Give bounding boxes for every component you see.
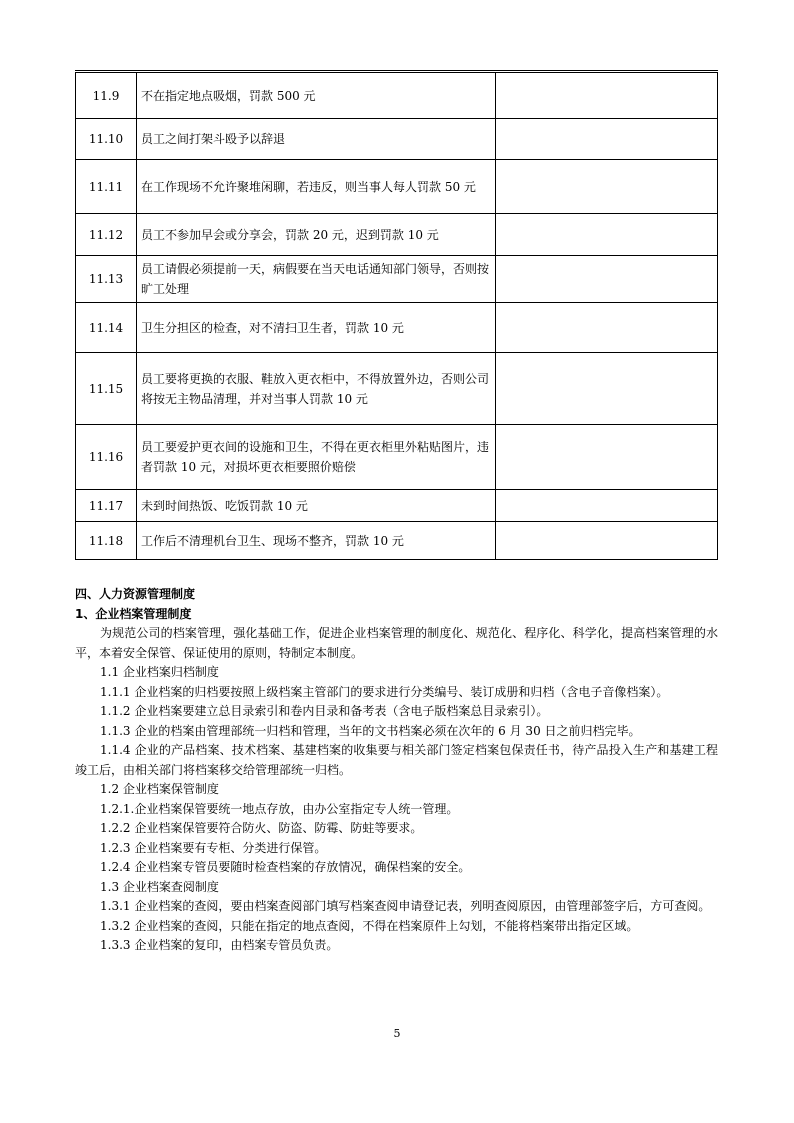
- rule-note: [496, 303, 718, 353]
- clause-paragraph: 1.1.4 企业的产品档案、技术档案、基建档案的收集要与相关部门签定档案包保责任书，待产品投入生产和基建工程竣工后，由相关部门将档案移交给管理部统一归档。: [75, 743, 718, 777]
- page-number: 5: [393, 1027, 401, 1040]
- rule-number: 11.12: [76, 214, 137, 256]
- rule-number: 11.10: [76, 119, 137, 160]
- rule-text: 在工作现场不允许聚堆闲聊，若违反，则当事人每人罚款 50 元: [137, 160, 496, 214]
- rule-note: [496, 256, 718, 303]
- clause-paragraph: 1.1.3 企业的档案由管理部统一归档和管理，当年的文书档案必须在次年的 6 月 30 日之前归档完毕。: [100, 723, 641, 738]
- table-row: [76, 353, 718, 425]
- clause-paragraph: 1.1.1 企业档案的归档要按照上级档案主管部门的要求进行分类编号、装订成册和归档（含电子音像档案）。: [100, 684, 669, 699]
- rule-text: 员工要将更换的衣服、鞋放入更衣柜中，不得放置外边，否则公司将按无主物品清理，并对当事人罚款 10 元: [137, 353, 496, 425]
- clause-paragraph: 1.2.3 企业档案要有专柜、分类进行保管。: [100, 840, 327, 855]
- rule-note: [496, 522, 718, 560]
- rule-number: 11.17: [76, 490, 137, 522]
- rule-note: [496, 353, 718, 425]
- rule-number: 11.13: [76, 256, 137, 303]
- rule-text: 工作后不清理机台卫生、现场不整齐，罚款 10 元: [137, 522, 496, 560]
- rule-number: 11.18: [76, 522, 137, 560]
- table-row: [76, 160, 718, 214]
- rule-text: 未到时间热饭、吃饭罚款 10 元: [137, 490, 496, 522]
- rule-number: 11.15: [76, 353, 137, 425]
- rule-text: 员工请假必须提前一天，病假要在当天电话通知部门领导，否则按旷工处理: [137, 256, 496, 303]
- rule-number: 11.11: [76, 160, 137, 214]
- rule-note: [496, 73, 718, 119]
- rule-note: [496, 214, 718, 256]
- subsection-heading: 1、企业档案管理制度: [75, 606, 192, 621]
- table-row: [76, 73, 718, 119]
- clause-paragraph: 1.2.2 企业档案保管要符合防火、防盗、防霉、防蛀等要求。: [100, 821, 423, 835]
- table-row: [76, 256, 718, 303]
- rule-text: 员工要爱护更衣间的设施和卫生，不得在更衣柜里外粘贴图片，违者罚款 10 元，对损坏更衣柜要照价赔偿: [137, 425, 496, 490]
- clause-paragraph: 1.3.1 企业档案的查阅，要由档案查阅部门填写档案查阅申请登记表，列明查阅原因，由管理部签字后，方可查阅。: [100, 899, 711, 913]
- intro-paragraph: 为规范公司的档案管理，强化基础工作，促进企业档案管理的制度化、规范化、程序化、科学化，提高档案管理的水平，本着安全保管、保证使用的原则，特制定本制度。: [75, 626, 718, 660]
- rule-number: 11.14: [76, 303, 137, 353]
- section-heading: 四、人力资源管理制度: [75, 587, 196, 601]
- rule-text: 员工之间打架斗殴予以辞退: [137, 119, 496, 160]
- table-row: [76, 490, 718, 522]
- rule-note: [496, 490, 718, 522]
- clause-paragraph: 1.2.4 企业档案专管员要随时检查档案的存放情况，确保档案的安全。: [100, 860, 471, 874]
- rule-note: [496, 160, 718, 214]
- rule-number: 11.9: [76, 73, 137, 119]
- clause-heading: 1.2 企业档案保管制度: [100, 782, 219, 796]
- header-rule: [75, 70, 718, 71]
- clause-paragraph: 1.3.2 企业档案的查阅，只能在指定的地点查阅，不得在档案原件上勾划，不能将档案带出指定区域。: [100, 918, 639, 933]
- rule-text: 员工不参加早会或分享会，罚款 20 元，迟到罚款 10 元: [137, 214, 496, 256]
- table-row: [76, 119, 718, 160]
- rule-text: 不在指定地点吸烟，罚款 500 元: [137, 73, 496, 119]
- rule-note: [496, 425, 718, 490]
- clause-heading: 1.1 企业档案归档制度: [100, 665, 219, 679]
- clause-paragraph: 1.2.1.企业档案保管要统一地点存放，由办公室指定专人统一管理。: [100, 801, 459, 816]
- table-row: [76, 303, 718, 353]
- table-row: [76, 214, 718, 256]
- penalty-table: [75, 72, 718, 560]
- clause-paragraph: 1.3.3 企业档案的复印，由档案专管员负责。: [100, 938, 339, 952]
- table-row: [76, 425, 718, 490]
- clause-heading: 1.3 企业档案查阅制度: [100, 879, 219, 894]
- rule-text: 卫生分担区的检查，对不清扫卫生者，罚款 10 元: [137, 303, 496, 353]
- table-row: [76, 522, 718, 560]
- rule-note: [496, 119, 718, 160]
- rule-number: 11.16: [76, 425, 137, 490]
- clause-paragraph: 1.1.2 企业档案要建立总目录索引和卷内目录和备考表（含电子版档案总目录索引）。: [100, 704, 549, 718]
- document-body: [75, 585, 718, 956]
